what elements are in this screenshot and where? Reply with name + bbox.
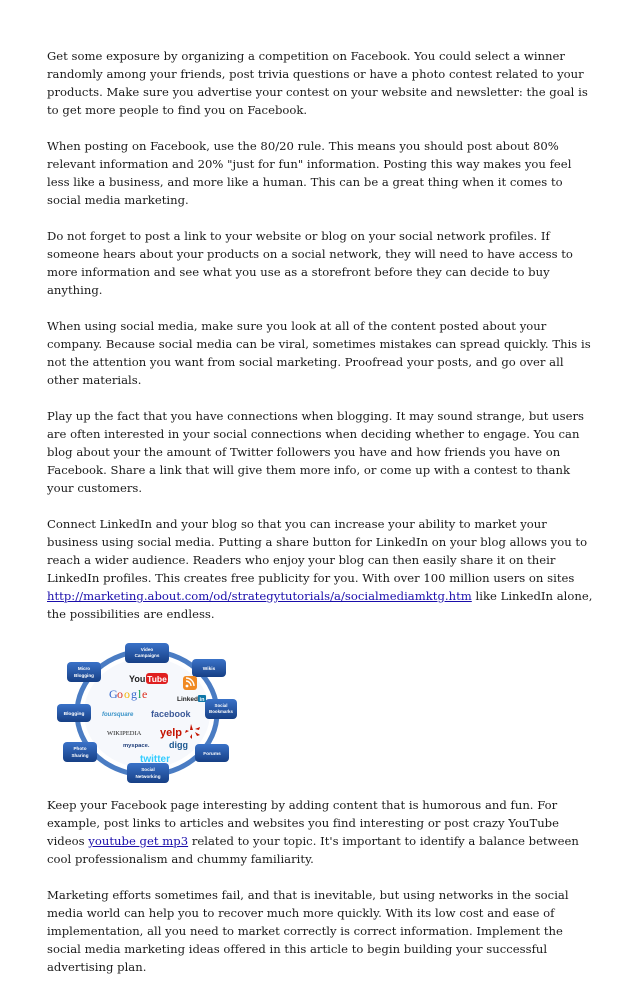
linkedin-text: Linked [177,696,198,703]
node-forums-label: Forums [203,752,221,757]
node-networking-l2: Networking [135,774,161,779]
node-social-networking [127,763,169,783]
node-photo-l1: Photo [73,746,87,751]
google-g2: g [131,687,137,701]
paragraph-2: When posting on Facebook, use the 80/20 rule. This means you should post about 80% relevant information and 20% "just for fun" information. Posting this way makes you feel less like a business, and more like a human. This can be a great thing when it comes to social media marketing. [47,139,572,207]
youtube-mp3-link[interactable]: youtube get mp3 [88,834,189,848]
node-blogging-label: Blogging [63,712,85,717]
yelp-logo: yelp [160,727,183,739]
paragraph-7-tail: related to your topic. It's important to identify a balance between cool professionalism and chummy familiarity. [47,834,579,866]
wikipedia-logo: WIKIPEDIA [107,730,142,737]
node-video-campaigns [125,643,169,663]
paragraph-1: Get some exposure by organizing a competition on Facebook. You could select a winner randomly among your friends, post trivia questions or have a photo contest related to your products. Make sure you advertise your contest on your website and newsletter: the goal is to get more people to find you on Facebook. [47,49,588,117]
paragraph-5: Play up the fact that you have connections when blogging. It may sound strange, but users are often interested in your social connections when deciding whether to engage. You can blog about your the amount of Twitter followers you have and how friends you have on Facebook. Share a link that will give them more info, or come up with a contest to thank your customers. [47,409,585,495]
linkedin-in: in [199,697,205,703]
google-l: l [138,687,142,701]
node-photo-sharing [63,742,97,762]
social-media-diagram [57,641,237,786]
youtube-logo [129,673,168,684]
node-blogging [57,704,91,722]
paragraph-6 [47,515,595,623]
google-e: e [142,687,148,701]
google-o1: o [117,687,123,701]
paragraph-6-tail: like LinkedIn alone, the possibilities are endless. [47,589,593,621]
digg-logo: digg [169,740,188,750]
paragraph-3: Do not forget to post a link to your website or blog on your social network profiles. If someone hears about your products on a social network, they will need to have access to more information and see what you use as a storefront before they can decide to buy anything. [47,229,573,297]
paragraph-7-text: Keep your Facebook page interesting by adding content that is humorous and fun. For example, post links to articles and websites you find interesting or post crazy YouTube videos [47,798,560,848]
node-photo-l2: Sharing [71,753,89,758]
node-video-l1: Video [140,647,154,652]
paragraph-6-text: Connect LinkedIn and your blog so that you can increase your ability to market your business using social media. Putting a share button for LinkedIn on your blog allows you to reach a wider audience. Readers who enjoy your blog can then easily share it on their LinkedIn profiles. This creates free publicity for you. With over 100 million users on sites [47,517,588,585]
node-bookmarks-l2: Bookmarks [209,709,233,714]
node-wikis [192,659,226,677]
facebook-logo: facebook [151,709,191,719]
linkedin-logo [177,695,206,703]
foursquare-logo: foursquare [102,712,134,718]
node-micro-l1: Micro [77,666,91,671]
google-logo [109,687,147,701]
twitter-logo: twitter [140,754,170,765]
rss-icon [183,676,197,690]
myspace-logo: myspace. [123,743,150,749]
node-micro-l2: Blogging [74,673,94,678]
node-micro-blogging [67,662,101,682]
youtube-you: You [129,674,146,684]
social-media-diagram-svg [57,641,237,786]
node-bookmarks-l1: Social [214,703,228,708]
node-networking-l1: Social [141,767,155,772]
node-video-l2: Campaigns [134,653,160,658]
node-social-bookmarks [205,699,237,719]
paragraph-8: Marketing efforts sometimes fail, and that is inevitable, but using networks in the social media world can help you to recover much more quickly. With its low cost and ease of implementation, all you need to market correctly is correct information. Implement the social media marketing ideas offered in this article to begin building your successful advertising plan. [47,888,569,974]
youtube-tube: Tube [147,674,167,684]
about-com-link[interactable]: http://marketing.about.com/od/strategytutorials/a/socialmediamktg.htm [47,589,472,603]
paragraph-4: When using social media, make sure you look at all of the content posted about your company. Because social media can be viral, sometimes mistakes can spread quickly. This is not the attention you want from social marketing. Proofread your posts, and go over all other materials. [47,319,591,387]
article [47,47,595,994]
google-o2: o [124,687,130,701]
google-g1: G [109,687,118,701]
node-wikis-label: Wikis [202,667,216,672]
paragraph-7 [47,796,595,868]
node-forums [195,744,229,762]
